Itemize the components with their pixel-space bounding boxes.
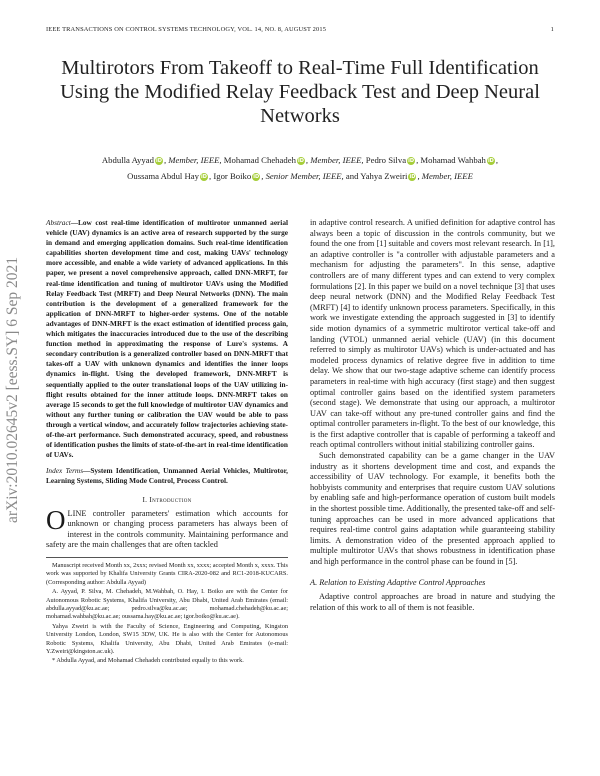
footnotes <box>46 557 288 666</box>
author-role: , Member, IEEE <box>417 171 473 181</box>
author-list <box>40 152 560 184</box>
arxiv-stamp <box>3 200 23 580</box>
author-role: , <box>495 155 499 165</box>
body-paragraph: Adaptive control approaches are broad in nature and studying the relation of this work to all of them is not feasible. <box>310 592 555 612</box>
body-paragraph: in adaptive control research. A unified definition for adaptive control has always been a topic of discussion in the controls community, but we found the one from [1] suitable and covers most relevant research. In [1], an adaptive controller is "a controller with adjustable parameters and a mechanism for adjusting the parameters". In this sense, adaptive controllers are of many different types and can extend to very complex formulations [2]. In this paper we build on a novel technique [3] that uses deep neural network (DNN) and the Modified Relay Feedback Test (MRFT) [4] to identify unknown process parameters. Specifically, in this work we investigate extending the approach suggested in [3] to identify side motion dynamics of a symmetric multirotor vertical take-off and landing (VTOL) unmanned aerial vehicle (UAV) (in this document referred to simply as multirotor UAVs) which is under-actuated and has modeled process dynamics of relative degree five in addition to time delay. We show that our two-stage adaptive scheme can identify process parameters in real-time with high accuracy (first stage) and then suggest optimal controller gains based on the identified system parameters (second stage). We demonstrate that using our approach, a multirotor UAV can take-off without any pre-tuned controller gains and find the optimal controller parameters in-flight. To the best of our knowledge, this is the first adaptive controller that is capable of performing a takeoff and reach optimal controllers without initial stabilizing controller gains. <box>310 218 555 450</box>
author-line-1 <box>40 152 560 168</box>
author-name: Mohamad Chehadeh <box>223 155 296 165</box>
author-name: Oussama Abdul Hay <box>127 171 199 181</box>
orcid-icon[interactable]: iD <box>487 158 494 164</box>
footnote: * Abdulla Ayyad, and Mohamad Chehadeh contributed equally to this work. <box>52 657 244 665</box>
footnote: Manuscript received Month xx, 2xxx; revised Month xx, xxxx; accepted Month x, xxxx. This work was supported by Khalifa University Grants CIRA-2020-082 and RC1-2018-KUCARS. (Corresponding author: Abdulla Ayyad) <box>46 561 288 586</box>
index-terms-text: —System Identification, Unmanned Aerial Vehicles, Multirotor, Learning Systems, Sliding Mode Control, Process Control. <box>46 466 288 486</box>
abstract-label: Abstract <box>46 218 71 227</box>
author-role: , <box>208 171 214 181</box>
author-role: , Member, IEEE, <box>305 155 366 165</box>
author-role: , Member, IEEE, <box>163 155 224 165</box>
author-name: Mohamad Wahbah <box>420 155 486 165</box>
orcid-icon[interactable]: iD <box>297 158 304 164</box>
footnote: Yahya Zweiri is with the Faculty of Science, Engineering and Computing, Kingston University London, London, SW15 3DW, UK. He is also with the Center for Autonomous Robotic Systems, Khalifa University, Abu Dhabi, United Arab Emirates (e-mail: Y.Zweiri@kingston.ac.uk). <box>46 622 288 655</box>
author-line-2 <box>40 168 560 184</box>
subsection-heading: A. Relation to Existing Adaptive Control Approaches <box>310 577 486 587</box>
journal-header: IEEE TRANSACTIONS ON CONTROL SYSTEMS TECHNOLOGY, VOL. 14, NO. 8, AUGUST 2015 <box>46 26 327 33</box>
author-name: Abdulla Ayyad <box>101 155 154 165</box>
intro-paragraph <box>46 504 288 551</box>
orcid-icon[interactable]: iD <box>201 174 207 180</box>
left-column <box>46 218 288 667</box>
dropcap: O <box>46 504 66 535</box>
orcid-icon[interactable]: iD <box>253 174 260 180</box>
footnote: A. Ayyad, P. Silva, M. Chehadeh, M.Wahbah, O. Hay, I. Boiko are with the Center for Autonomous Robotic Systems, Khalifa University, Abu Dhabi, United Arab Emirates (email: abdulla.ayyad@ku.ac.ae; pedro.silva@ku.ac.ae; mohamad.chehadeh@ku.ac.ae; mohamad.wahbah@ku.ac.ae; oussama.hay@ku.ac.ae; igor.boiko@ku.ac.ae). <box>46 588 288 621</box>
orcid-icon[interactable]: iD <box>408 158 414 164</box>
paper-title: Multirotors From Takeoff to Real-Time Full Identification Using the Modified Relay Feedback Test and Deep Neural Networks <box>60 57 540 127</box>
arxiv-stamp-text: arXiv:2010.02645v2 [eess.SY] 6 Sep 2021 <box>4 256 21 524</box>
right-column <box>310 218 555 613</box>
page-number: 1 <box>550 26 554 33</box>
orcid-icon[interactable]: iD <box>156 158 162 164</box>
index-terms <box>46 466 288 486</box>
author-role: , <box>416 155 421 165</box>
abstract-text: —Low cost real-time identification of multirotor unmanned aerial vehicle (UAV) dynamics is an active area of research supported by the surge in demand and emerging application domains. Such real-time identification capabilities shorten development time and cost, making UAVs' technology more accessible, and enable a wide variety of advanced applications. In this paper, we present a novel comprehensive approach, called DNN-MRFT, for real-time identification and tuning of multirotor UAVs using the Modified Relay Feedback Test (MRFT) and Deep Neural Networks (DNN). The main contribution is the development of a generalized framework for the application of DNN-MRFT to higher-order systems. One of the notable advantages of DNN-MRFT is the exact estimation of identified process gain, which mitigates the inaccuracies introduced due to the use of the describing function method in approximating the response of Lure's systems. A secondary contribution is a generalized controller based on DNN-MRFT that takes-off a UAV with unknown dynamics and identifies the inner loops dynamics in-flight. Using the developed framework, DNN-MRFT is sequentially applied to the outer translational loops of the UAV utilizing in-flight results obtained for the inner attitude loops. DNN-MRFT takes on average 15 seconds to get the full knowledge of multirotor UAV dynamics and without any further tuning or calibration the UAV would be able to pass through a vertical window, and accurately follow trajectories achieving state-of-the-art performance. Such demonstrated accuracy, speed, and robustness of identification pushes the limits of state-of-the-art in real-time identification of UAVs. <box>46 218 288 460</box>
intro-lead: LINE <box>67 508 87 518</box>
intro-text: controller parameters' estimation which accounts for unknown or changing process parameters has always been of interest in the controls community. Maintaining performance and safety are the main challenges that are often tackled <box>46 508 288 550</box>
section-heading-introduction: I. Introduction <box>142 495 192 505</box>
author-name: Pedro Silva <box>365 155 407 165</box>
author-role: , Senior Member, IEEE, <box>261 171 346 181</box>
body-paragraph: Such demonstrated capability can be a game changer in the UAV industry as it shortens development time and cost, and expands the accessibility of UAV technology. For example, it benefits both the hobbyists community and enterprises that require custom UAV solutions by enabling safe and high-performance operation of custom built models in the shortest possible time. Additionally, the presented take-off and self-tuning approaches can be used in more advanced applications that requires real-time control gains adaptation while guaranteeing stability limits. A demonstration video of the presented approach applied to multiple multirotor UAVs that shows robustness in identification phase and high performance in the control phase can be found in [5]. <box>310 451 555 566</box>
author-name: Igor Boiko <box>213 171 252 181</box>
index-terms-label: Index Terms <box>46 466 84 476</box>
author-name: and Yahya Zweiri <box>345 171 408 181</box>
running-header <box>46 26 554 33</box>
abstract <box>46 218 288 460</box>
orcid-icon[interactable]: iD <box>409 174 416 180</box>
